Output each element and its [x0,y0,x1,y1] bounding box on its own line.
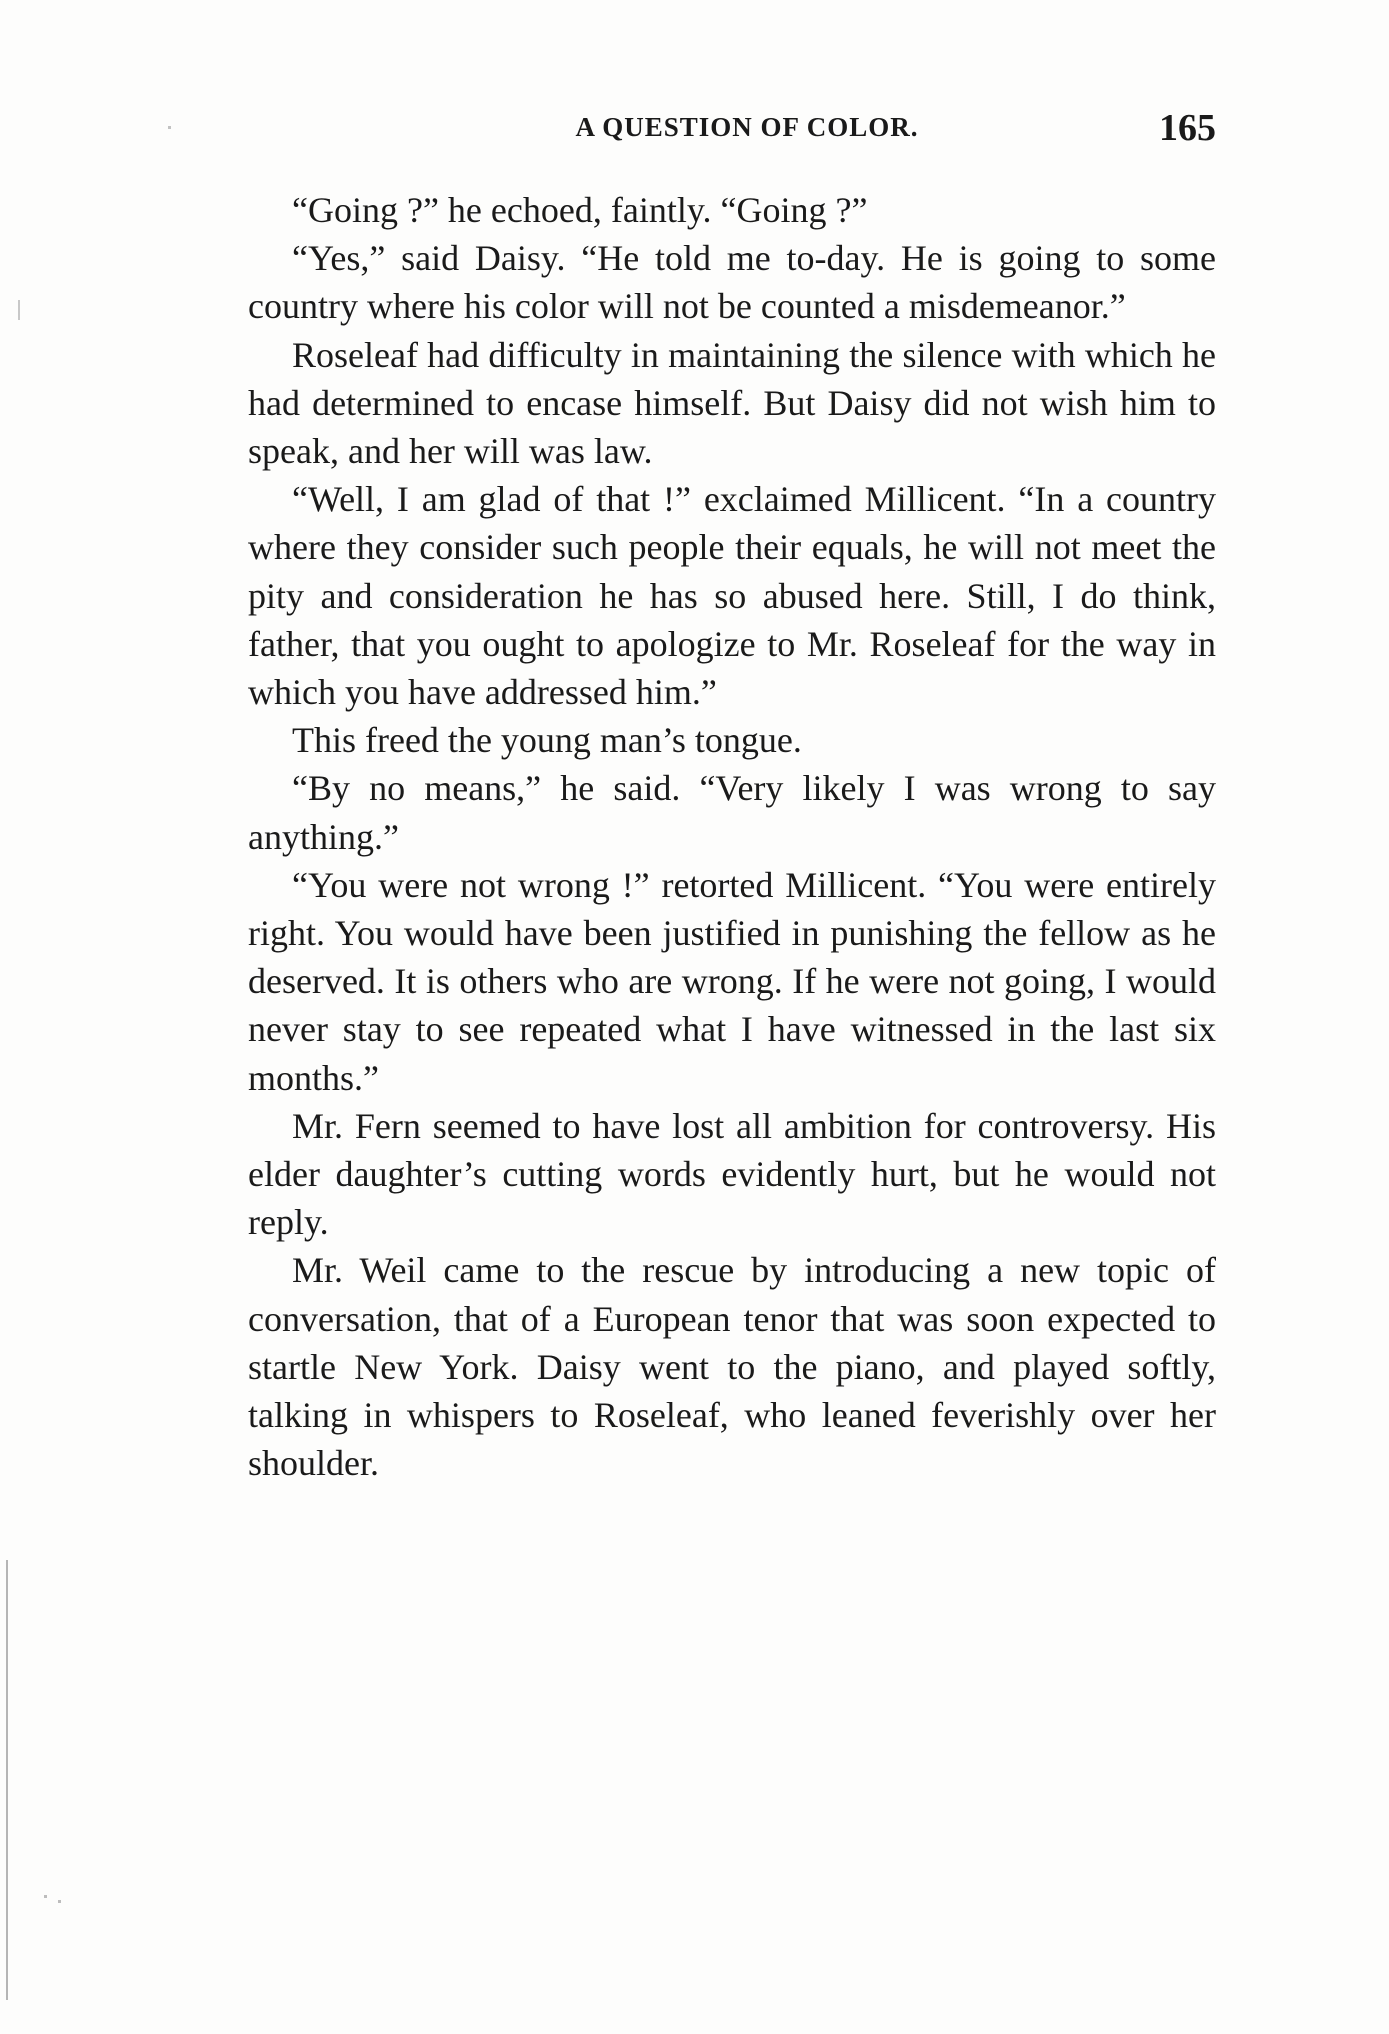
page-number: 165 [1159,107,1216,149]
paragraph: “Going ?” he echoed, faintly. “Going ?” [292,190,868,230]
paragraph: “Yes,” said Daisy. “He told me to-day. He is going to some country where his color will not be counted a misdemeanor.” [248,238,1216,327]
paragraph: This freed the young man’s tongue. [292,720,802,761]
scan-artifact [44,1895,47,1898]
scan-artifact [168,126,171,129]
paragraph: “By no means,” he said. “Very likely I was wrong to say anything.” [248,768,1216,857]
paragraph: Mr. Weil came to the rescue by introducing a new topic of conversation, that of a European tenor that was soon expected to startle New York. Daisy went to the piano, and played softly, talking in whispers to Roseleaf, who leaned feverishly over her shoulder. [248,1250,1216,1484]
paragraph: “You were not wrong !” retorted Millicent. “You were entirely right. You would have been justified in punishing the fellow as he deserved. It is others who are wrong. If he were not going, I would never stay to see repeated what I have witnessed in the last six months.” [248,864,1216,1098]
scan-artifact [18,300,20,320]
body-text [248,186,1216,1487]
paragraph: Mr. Fern seemed to have lost all ambition for controversy. His elder daughter’s cutting words evidently hurt, but he would not reply. [248,1105,1216,1243]
running-title: A QUESTION OF COLOR. [575,112,919,142]
running-head [248,107,1216,156]
scan-artifact [58,1900,61,1903]
paragraph: “Well, I am glad of that !” exclaimed Millicent. “In a country where they consider such people their equals, he will not meet the pity and consideration he has so abused here. Still, I do think, father, that you ought to apologize to Mr. Roseleaf for the way in which you have addressed him.” [248,479,1216,713]
scan-artifact [6,1560,8,2000]
paragraph: Roseleaf had difficulty in maintaining the silence with which he had determined to encase himself. But Daisy did not wish him to speak, and her will was law. [248,334,1216,472]
